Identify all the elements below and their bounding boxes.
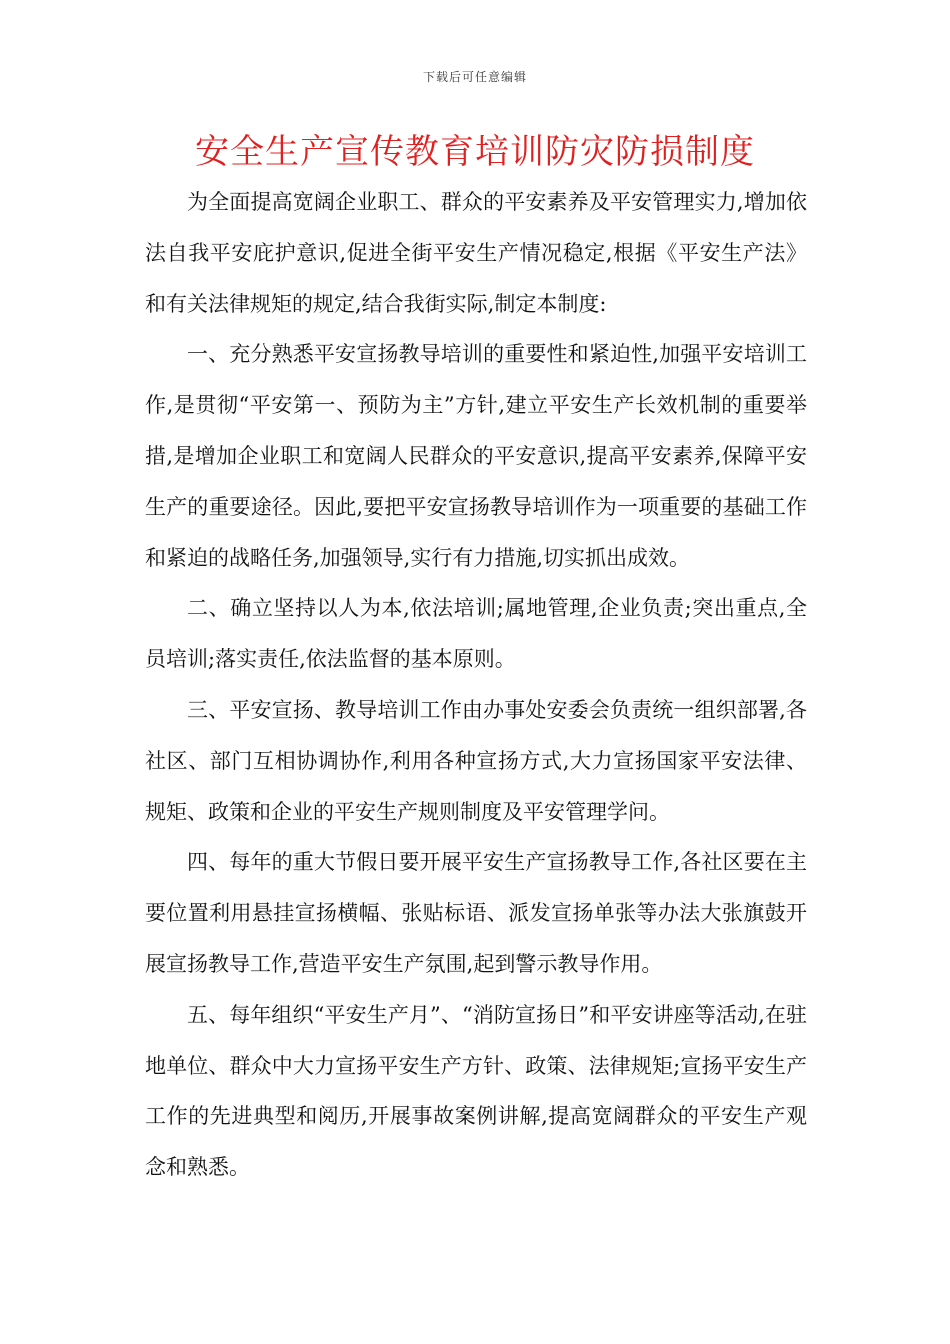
clause-4-paragraph: 四、每年的重大节假日要开展平安生产宣扬教导工作,各社区要在主要位置利用悬挂宣扬横幅、张贴标语、派发宣扬单张等办法大张旗鼓开展宣扬教导工作,营造平安生产氛围,起到警示教导作用。 xyxy=(145,850,807,976)
clause-5-paragraph: 五、每年组织“平安生产月”、“消防宣扬日”和平安讲座等活动,在驻地单位、群众中大力宣扬平安生产方针、政策、法律规矩;宣扬平安生产工作的先进典型和阅历,开展事故案例讲解,提高宽阔群众的平安生产观念和熟悉。 xyxy=(145,1002,807,1180)
clause-1-paragraph: 一、充分熟悉平安宣扬教导培训的重要性和紧迫性,加强平安培训工作,是贯彻“平安第一、预防为主”方针,建立平安生产长效机制的重要举措,是增加企业职工和宽阔人民群众的平安意识,提高平安素养,保障平安生产的重要途径。因此,要把平安宣扬教导培训作为一项重要的基础工作和紧迫的战略任务,加强领导,实行有力措施,切实抓出成效。 xyxy=(145,342,807,570)
intro-paragraph: 为全面提高宽阔企业职工、群众的平安素养及平安管理实力,增加依法自我平安庇护意识,促进全街平安生产情况稳定,根据《平安生产法》和有关法律规矩的规定,结合我街实际,制定本制度: xyxy=(145,190,807,316)
clause-2-paragraph: 二、确立坚持以人为本,依法培训;属地管理,企业负责;突出重点,全员培训;落实责任,依法监督的基本原则。 xyxy=(145,596,807,672)
clause-3-paragraph: 三、平安宣扬、教导培训工作由办事处安委会负责统一组织部署,各社区、部门互相协调协作,利用各种宣扬方式,大力宣扬国家平安法律、规矩、政策和企业的平安生产规则制度及平安管理学问。 xyxy=(145,697,807,824)
document-title: 安全生产宣传教育培训防灾防损制度 xyxy=(195,132,755,172)
header-note: 下载后可任意编辑 xyxy=(422,70,527,84)
document-body xyxy=(145,177,807,1193)
